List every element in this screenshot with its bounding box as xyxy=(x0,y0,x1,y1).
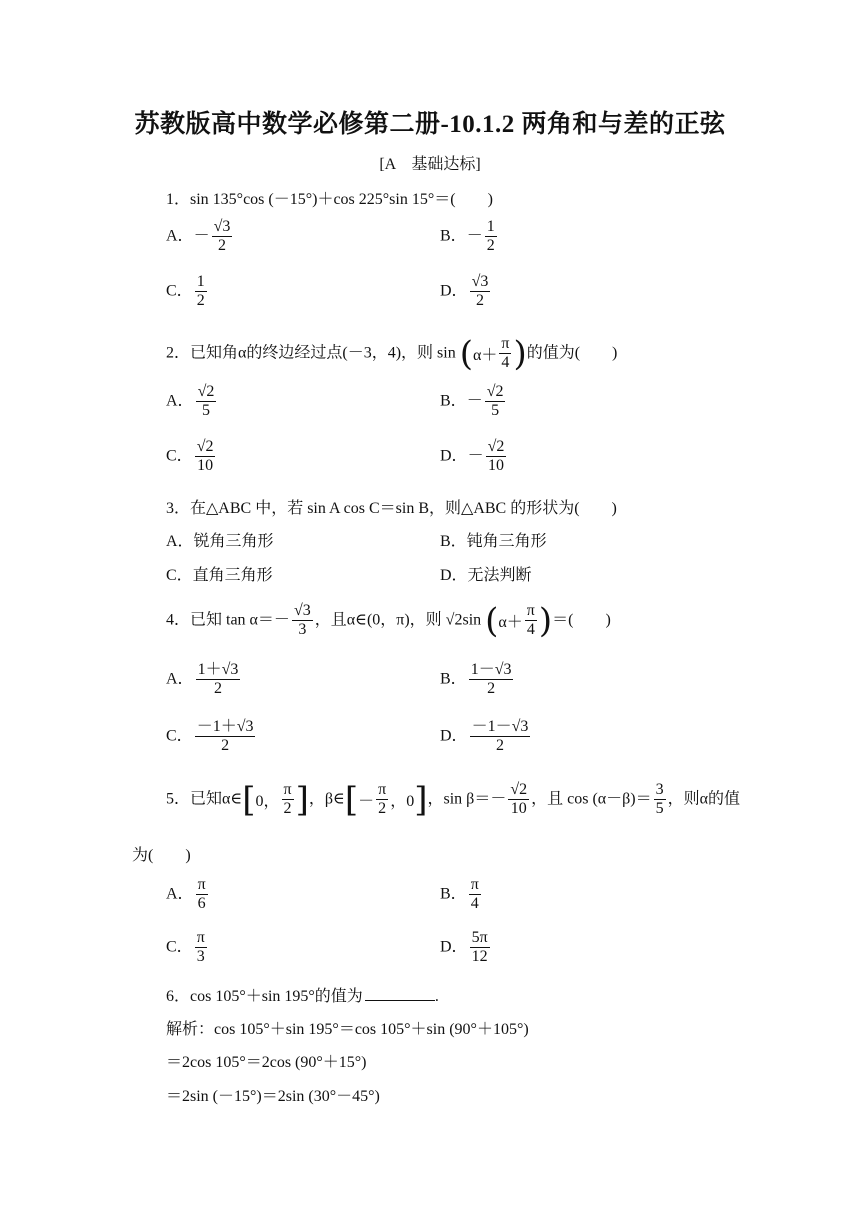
parenthesized-expression: ( α＋ $\frac{\pi}{4}$ ) xyxy=(459,333,527,374)
option-label: A． xyxy=(166,227,194,245)
question-1-option-b: B．－ $\frac{1}{2}$ xyxy=(440,218,495,255)
question-5-stem: 5．已知α∈ [ 0， $\frac{\pi}{2}$ ] ，β∈ [ － $\frac{\pi}{2}$ ，0 ] ，sin β＝－ $\frac{√2}{10}$ ，且 cos (α－β)＝ $\frac{3}{5}$ ，则α的值 xyxy=(166,779,741,820)
option-label: B． xyxy=(440,227,467,245)
question-2-option-b: B．－ $\frac{√2}{5}$ xyxy=(440,383,504,420)
question-4-option-a: A． $\frac{1+√3}{2}$ xyxy=(166,661,239,698)
question-1-option-a: A．－ $\frac{√3}{2}$ xyxy=(166,218,231,255)
option-label: C． xyxy=(166,282,193,300)
fraction: $\frac{√3}{2}$ xyxy=(471,273,489,310)
question-3-stem: 3．在△ABC 中，若 sin A cos C＝sin B，则△ABC 的形状为( ) xyxy=(166,500,617,517)
answer-blank[interactable] xyxy=(365,986,435,1001)
question-2-option-c: C． $\frac{√2}{10}$ xyxy=(166,438,214,475)
question-1-option-c xyxy=(166,273,209,311)
question-2-option-a: A． $\frac{√2}{5}$ xyxy=(166,383,215,420)
page-title: 苏教版高中数学必修第二册-10.1.2 两角和与差的正弦 xyxy=(134,111,726,138)
section-subtitle: [A 基础达标] xyxy=(379,156,481,173)
question-5-option-c: C． $\frac{\pi}{3}$ xyxy=(166,929,205,966)
fraction: $\frac{1}{2}$ xyxy=(486,218,495,255)
question-3-option-d: D．无法判断 xyxy=(440,567,532,584)
option-label: D． xyxy=(440,282,468,300)
question-2-option-d: D．－ $\frac{√2}{10}$ xyxy=(440,438,505,475)
question-6-stem: 6．cos 105°＋sin 195°的值为 . xyxy=(166,988,439,1005)
solution-label: 解析： xyxy=(166,1021,215,1038)
solution-line-2: ＝2cos 105°＝2cos (90°＋15°) xyxy=(166,1054,367,1071)
fraction: $\frac{1}{2}$ xyxy=(196,273,205,310)
parenthesized-expression: ( α＋ $\frac{\pi}{4}$ ) xyxy=(485,600,553,641)
question-5-option-a: A． $\frac{\pi}{6}$ xyxy=(166,876,206,913)
fraction: $\frac{√3}{2}$ xyxy=(213,218,231,255)
question-1-option-d xyxy=(440,273,492,311)
question-4-option-c: C． $\frac{-1+√3}{2}$ xyxy=(166,718,254,755)
question-3-option-b: B．钝角三角形 xyxy=(440,533,547,550)
solution-line-3: ＝2sin (－15°)＝2sin (30°－45°) xyxy=(166,1088,380,1105)
question-2-stem: 2．已知角α的终边经过点(－3，4)，则 sin ( α＋ $\frac{\pi}{4}$ ) 的值为( ) xyxy=(166,333,618,374)
question-4-option-b: B． $\frac{1-√3}{2}$ xyxy=(440,661,512,698)
question-5-stem-wrap: 为( ) xyxy=(132,847,191,864)
question-1-stem: 1．sin 135°cos (－15°)＋cos 225°sin 15°＝( ) xyxy=(166,191,493,208)
question-4-stem: 4．已知 tan α＝－ $\frac{√3}{3}$ ，且α∈(0，π)，则 √2sin ( α＋ $\frac{\pi}{4}$ ) ＝( ) xyxy=(166,600,611,641)
question-3-option-c: C．直角三角形 xyxy=(166,567,273,584)
question-5-option-d: D． $\frac{5\pi}{12}$ xyxy=(440,929,488,966)
solution-line-1: 解析：cos 105°＋sin 195°＝cos 105°＋sin (90°＋105°) xyxy=(166,1021,529,1038)
question-4-option-d: D． $\frac{-1-√3}{2}$ xyxy=(440,718,529,755)
question-5-option-b: B． $\frac{\pi}{4}$ xyxy=(440,876,479,913)
question-3-option-a: A．锐角三角形 xyxy=(166,533,274,550)
